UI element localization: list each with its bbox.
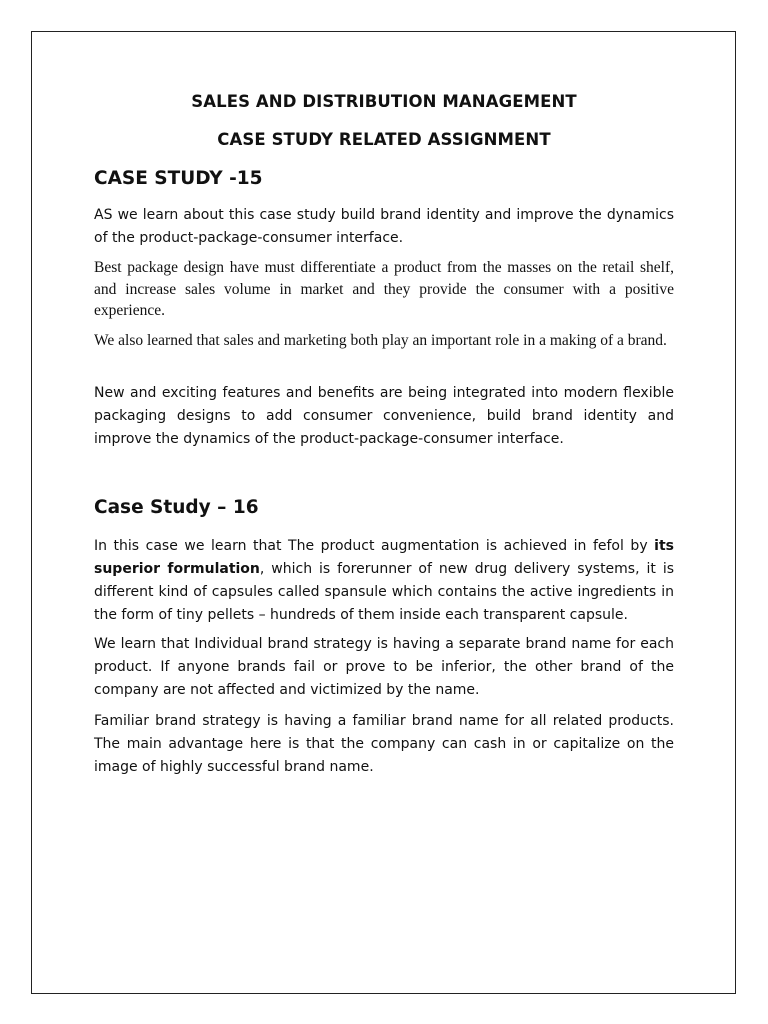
case-study-15-heading: CASE STUDY -15: [94, 168, 263, 189]
case-16-paragraph-2: We learn that Individual brand strategy is having a separate brand name for each product. If anyone brands fail or prove to be inferior, the other brand of the company are not affected and victimized by the name.: [94, 636, 674, 698]
document-subtitle: CASE STUDY RELATED ASSIGNMENT: [217, 130, 551, 149]
case-15-paragraph-4: New and exciting features and benefits are being integrated into modern flexible packaging designs to add consumer convenience, build brand identity and improve the dynamics of the product-package-consumer interface.: [94, 385, 674, 447]
case-16-paragraph-1-start: In this case we learn that The product augmentation is achieved in fefol by: [94, 538, 655, 554]
case-16-paragraph-1-end: , which is forerunner of new drug delivery systems, it is different kind of capsules called spansule which contains the active ingredients in the form of tiny pellets – hundreds of them inside each transparent capsule.: [94, 561, 674, 623]
case-15-paragraph-2: Best package design have must differentiate a product from the masses on the retail shelf, and increase sales volume in market and they provide the consumer with a positive experience.: [94, 259, 674, 319]
case-16-paragraph-3: Familiar brand strategy is having a familiar brand name for all related products. The main advantage here is that the company can cash in or capitalize on the image of highly successful brand name.: [94, 713, 674, 775]
case-16-paragraph-1: [94, 535, 674, 627]
document-title: SALES AND DISTRIBUTION MANAGEMENT: [191, 92, 577, 111]
case-15-paragraph-1: AS we learn about this case study build brand identity and improve the dynamics of the product-package-consumer interface.: [94, 207, 674, 246]
case-15-paragraph-3: We also learned that sales and marketing both play an important role in a making of a brand.: [94, 332, 667, 349]
case-study-16-heading: Case Study – 16: [94, 497, 259, 518]
case-16-paragraph-1-bold: its superior formulation: [94, 538, 674, 577]
